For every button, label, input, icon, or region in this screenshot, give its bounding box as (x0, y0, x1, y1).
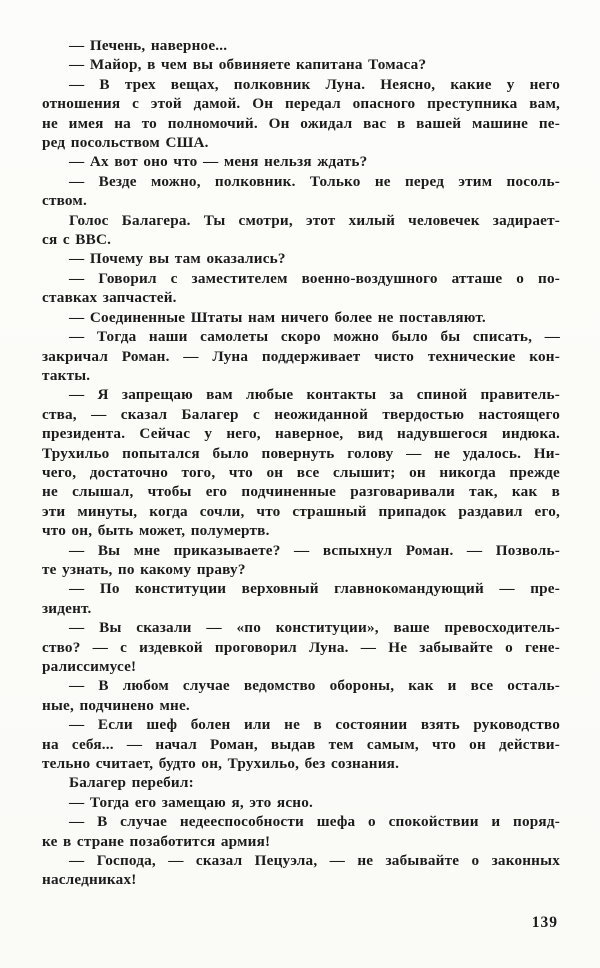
text-line: Голос Балагера. Ты смотри, этот хилый человечек задирает- (69, 211, 560, 229)
text-line: что он, быть может, полумертв. (42, 522, 270, 540)
text-line: ся с ВВС. (42, 231, 112, 249)
text-line: — Майор, в чем вы обвиняете капитана Томаса? (69, 56, 427, 74)
text-line: эти минуты, когда сочли, что страшный припадок раздавил его, (42, 502, 560, 520)
text-line: — Тогда его замещаю я, это ясно. (69, 793, 314, 811)
text-line: ство? — с издевкой проговорил Луна. — Не забывайте о гене- (42, 638, 560, 656)
text-line: Балагер перебил: (69, 774, 194, 792)
text-line: не имея на то полномочий. Он ожидал вас в вашей машине пе- (42, 114, 560, 132)
text-line: ралиссимусе! (42, 658, 137, 675)
page-number: 139 (531, 914, 558, 931)
text-line: ке в стране позаботится армия! (42, 832, 271, 850)
text-line: — Говорил с заместителем военно-воздушного атташе о по- (69, 269, 560, 287)
text-line: — В случае недееспособности шефа о спокойствии и поряд- (69, 813, 560, 831)
text-line: президента. Сейчас у него, наверное, вид надувшегося индюка. (42, 425, 560, 443)
text-line: отношения с этой дамой. Он передал опасного преступника вам, (42, 95, 560, 113)
text-line: зидент. (42, 599, 92, 617)
text-line: ства, — сказал Балагер с неожиданной твердостью настоящего (42, 405, 560, 423)
text-line: на себя... — начал Роман, выдав тем самым, что он действи- (42, 735, 560, 753)
text-line: наследниках! (42, 871, 137, 889)
text-line: — Почему вы там оказались? (69, 250, 286, 268)
page-text (42, 36, 560, 890)
text-line: ные, подчинено мне. (42, 696, 190, 714)
text-line: Трухильо попытался было повернуть голову — не удалось. Ни- (42, 444, 560, 462)
text-line: — Соединенные Штаты нам ничего более не поставляют. (69, 308, 486, 326)
text-line: чего, достаточно того, что он все слышит; он никогда прежде (42, 463, 560, 481)
text-line: — Если шеф болен или не в состоянии взять руководство (69, 716, 560, 734)
text-line: — Ах вот оно что — меня нельзя ждать? (69, 153, 368, 171)
text-line: ставках запчастей. (42, 289, 177, 307)
text-line: закричал Роман. — Луна поддерживает чисто технические кон- (42, 347, 560, 365)
text-line: — В трех вещах, полковник Луна. Неясно, какие у него (69, 75, 560, 93)
text-line: тельно считает, будто он, Трухильо, без сознания. (42, 755, 400, 773)
text-line: — Я запрещаю вам любые контакты за спиной правитель- (69, 386, 560, 404)
text-line: — В любом случае ведомство обороны, как и все осталь- (69, 677, 560, 695)
text-line: — Тогда наши самолеты скоро можно было бы списать, — (69, 328, 560, 346)
text-line: — Господа, — сказал Пецуэла, — не забывайте о законных (69, 852, 560, 870)
text-line: — Везде можно, полковник. Только не перед этим посоль- (69, 172, 560, 190)
text-line: не слышал, чтобы его подчиненные разговаривали так, как в (42, 483, 560, 501)
text-line: — Печень, наверное... (69, 37, 228, 54)
text-line: такты. (42, 366, 91, 384)
text-line: — Вы мне приказываете? — вспыхнул Роман. — Позволь- (69, 541, 560, 559)
text-line: — По конституции верховный главнокомандующий — пре- (69, 580, 560, 598)
text-line: те узнать, по какому праву? (42, 560, 246, 578)
text-line: ством. (42, 192, 87, 210)
text-line: — Вы сказали — «по конституции», ваше превосходитель- (69, 619, 560, 637)
text-line: ред посольством США. (42, 134, 209, 152)
